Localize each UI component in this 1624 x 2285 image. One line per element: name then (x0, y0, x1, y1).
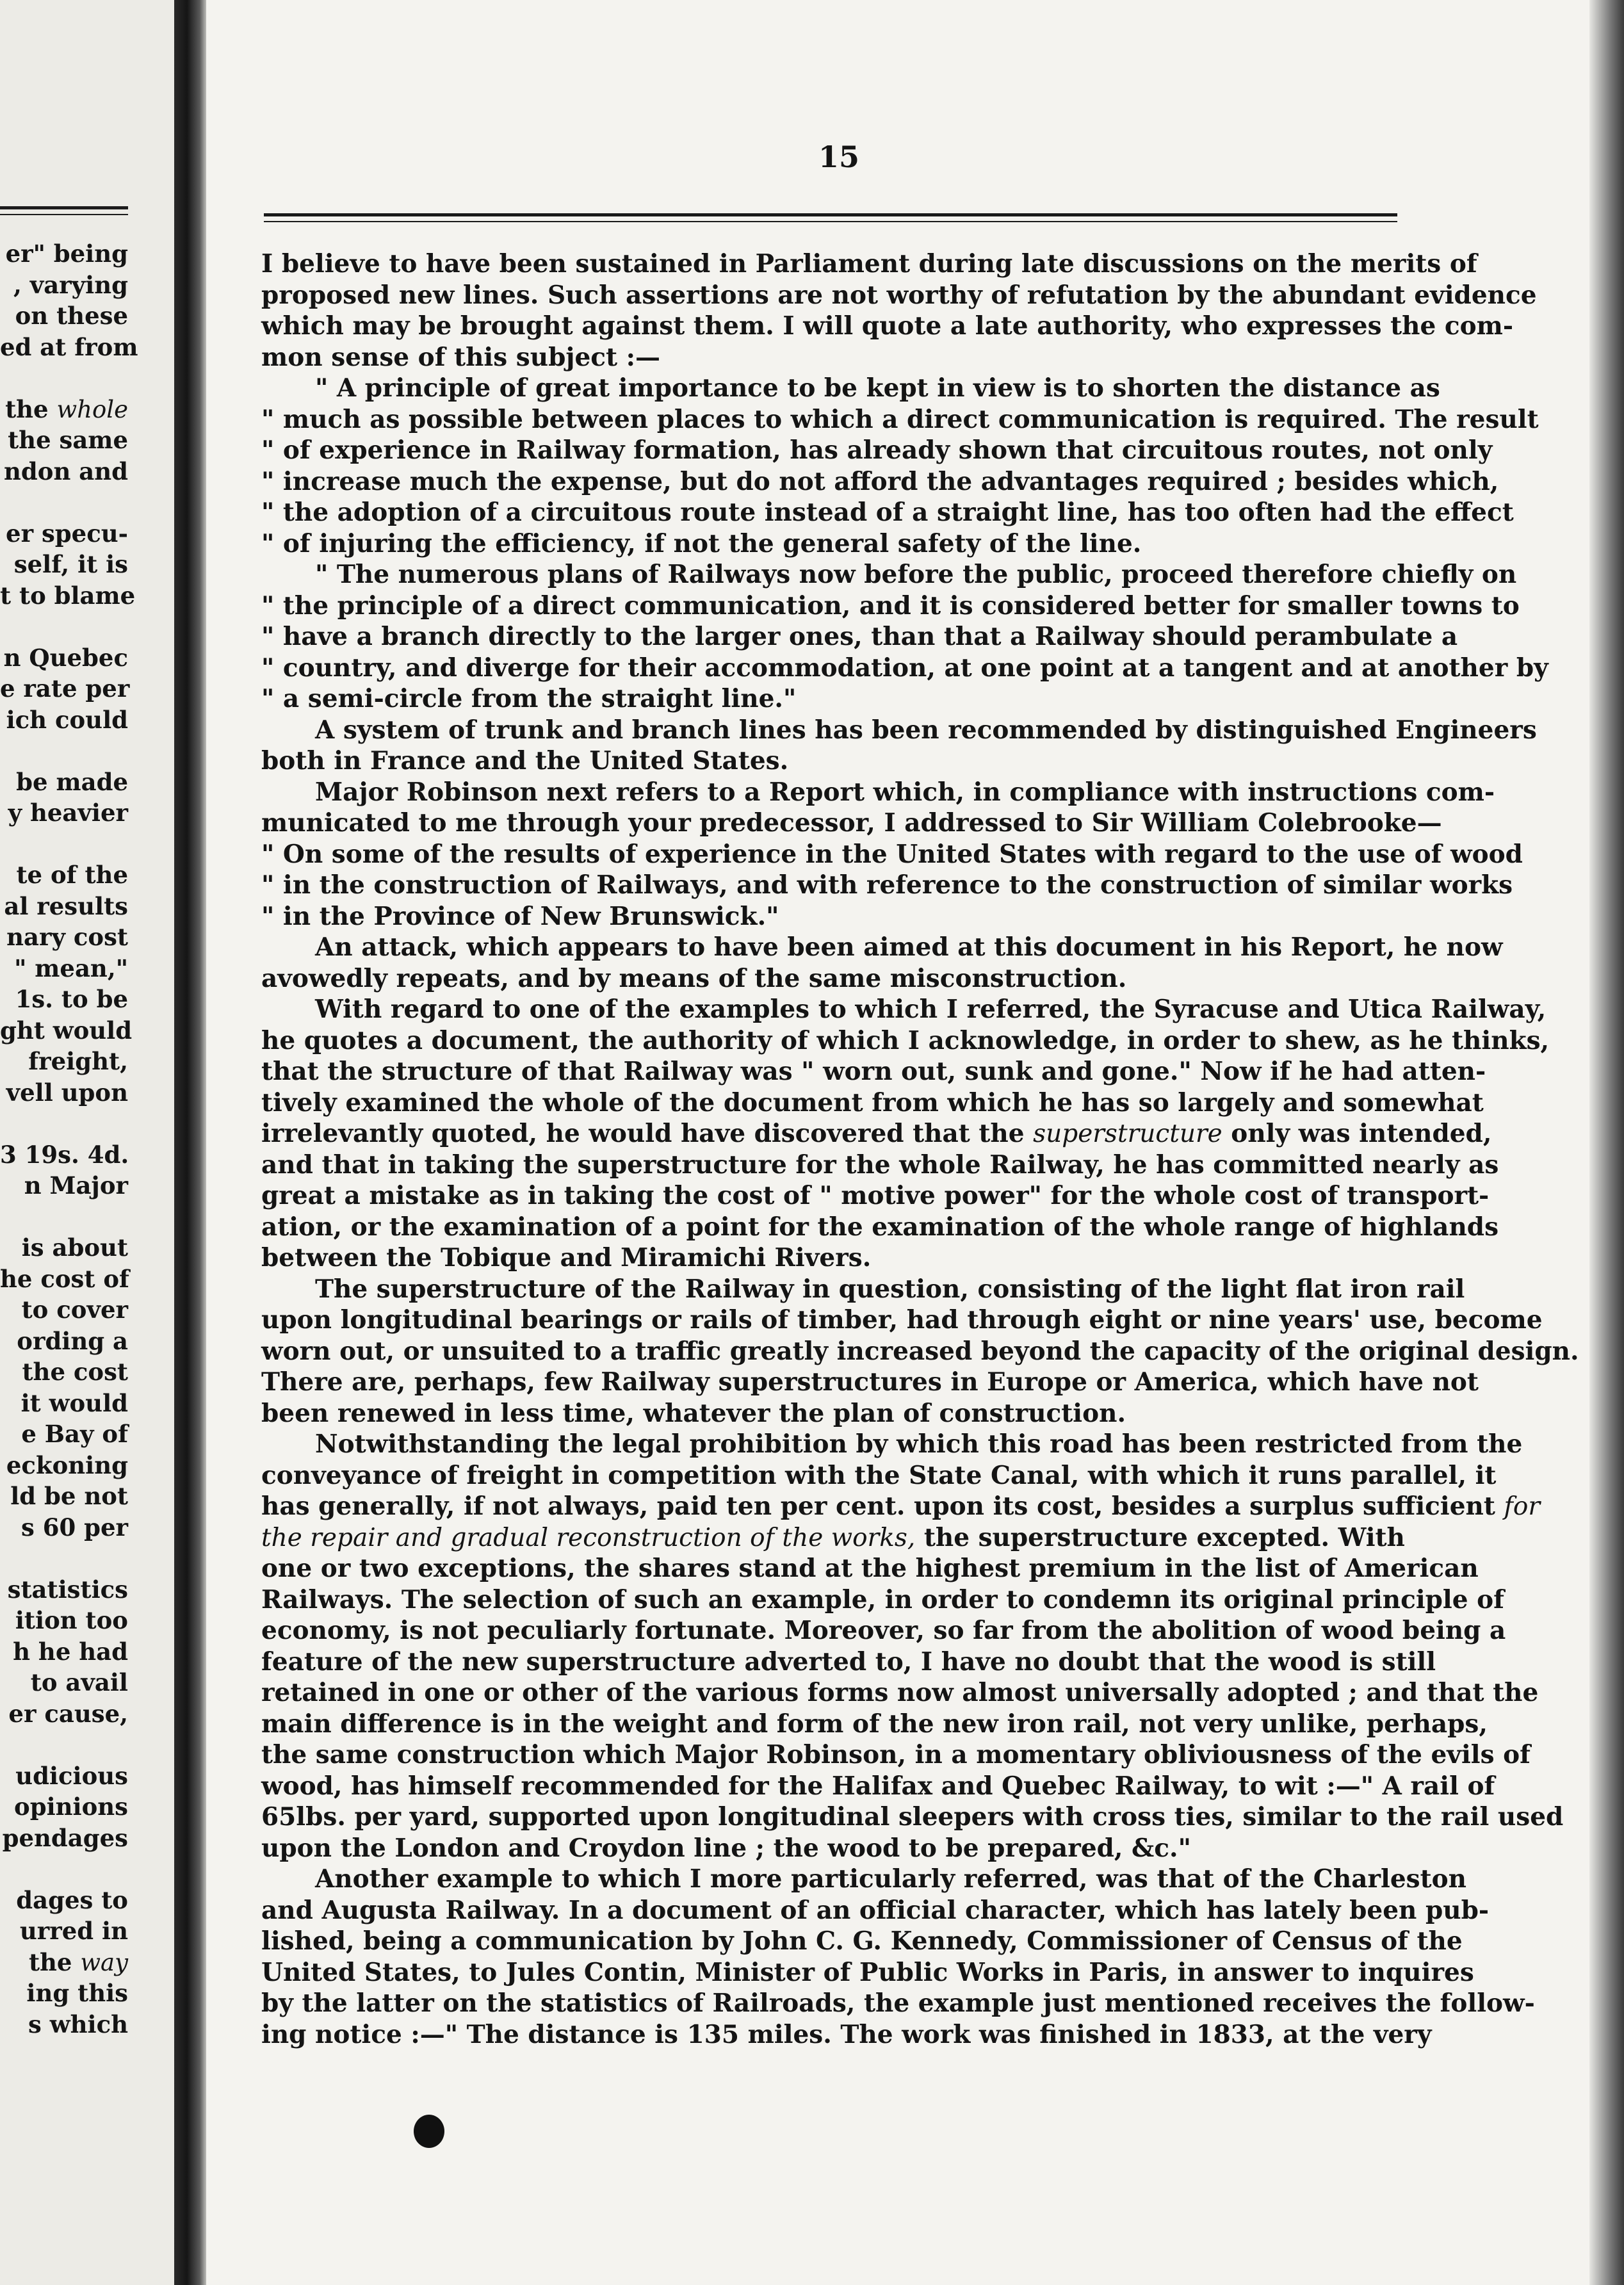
text-line: Notwithstanding the legal prohibition by which this road has been restricted from the (315, 1429, 1523, 1459)
facing-page-line: ording a (17, 1326, 128, 1355)
header-rule-thick (264, 213, 1397, 216)
facing-page-line: y heavier (8, 799, 128, 827)
text-line: " On some of the results of experience in the United States with regard to the use of wood (261, 839, 1523, 869)
text-line: upon longitudinal bearings or rails of timber, had through eight or nine years' use, become (261, 1305, 1543, 1335)
page-number: 15 (818, 140, 860, 174)
facing-page-line (0, 611, 128, 642)
facing-page-rule (0, 214, 128, 215)
facing-page-line: h he had (13, 1637, 128, 1666)
text-line: Railways. The selection of such an example, in order to condemn its original principle of (261, 1584, 1504, 1614)
facing-page-line: vell upon (6, 1078, 128, 1107)
text-line: Another example to which I more particularly referred, was that of the Charleston (315, 1864, 1466, 1894)
facing-page-line: 1s. to be (15, 985, 128, 1013)
text-line: " of experience in Railway formation, has already shown that circuitous routes, not only (261, 435, 1493, 465)
text-line: 65lbs. per yard, supported upon longitudinal sleepers with cross ties, similar to the rail used (261, 1802, 1564, 1832)
text-line: An attack, which appears to have been aimed at this document in his Report, he now (315, 932, 1503, 962)
text-line: and that in taking the superstructure for the whole Railway, he has committed nearly as (261, 1150, 1499, 1180)
facing-page-line: nary cost (6, 923, 128, 951)
text-line: worn out, or unsuited to a traffic greatly increased beyond the capacity of the original design. (261, 1336, 1579, 1366)
facing-page-line: er" being (5, 240, 128, 268)
text-line: upon the London and Croydon line ; the wood to be prepared, &c." (261, 1833, 1191, 1863)
page-edge-shadow (1589, 0, 1624, 2285)
text-line: ation, or the examination of a point for the examination of the whole range of highlands (261, 1212, 1499, 1242)
text-line: great a mistake as in taking the cost of " motive power" for the whole cost of transport- (261, 1181, 1490, 1210)
facing-page-line: , varying (13, 270, 128, 299)
facing-page-line: s 60 per (21, 1513, 128, 1541)
text-line: ing notice :—" The distance is 135 miles. The work was finished in 1833, at the very (261, 2019, 1432, 2049)
text-line: There are, perhaps, few Railway superstructures in Europe or America, which have not (261, 1367, 1479, 1397)
text-line: irrelevantly quoted, he would have discovered that the superstructure only was intended, (261, 1119, 1492, 1148)
text-line: lished, being a communication by John C. G. Kennedy, Commissioner of Census of the (261, 1926, 1463, 1956)
text-line: conveyance of freight in competition with the State Canal, with which it runs parallel, it (261, 1460, 1497, 1490)
text-line: been renewed in less time, whatever the plan of construction. (261, 1398, 1126, 1428)
facing-page-line: al results (4, 891, 128, 920)
facing-page-line: the whole (5, 394, 128, 423)
facing-page-line: it would (20, 1388, 128, 1417)
ink-blot (414, 2115, 444, 2148)
facing-page-line: statistics (7, 1575, 128, 1604)
facing-page-line: er specu- (6, 519, 128, 548)
facing-page-line: n Quebec (3, 643, 128, 672)
text-line: has generally, if not always, paid ten per cent. upon its cost, besides a surplus sufficient for (261, 1492, 1541, 1521)
facing-page-line (0, 1108, 128, 1139)
facing-page-line: s which (28, 2010, 128, 2038)
facing-page-line: the cost (22, 1358, 128, 1386)
book-spine (174, 0, 206, 2285)
facing-page-line: pendages (2, 1823, 128, 1852)
text-line: Major Robinson next refers to a Report which, in compliance with instructions com- (315, 777, 1495, 807)
text-line: economy, is not peculiarly fortunate. Moreover, so far from the abolition of wood being a (261, 1616, 1506, 1645)
text-line: " in the Province of New Brunswick." (261, 901, 779, 931)
text-line: both in France and the United States. (261, 746, 789, 776)
text-line: and Augusta Railway. In a document of an official character, which has lately been pub- (261, 1895, 1490, 1925)
text-line: " The numerous plans of Railways now before the public, proceed therefore chiefly on (315, 560, 1517, 589)
facing-page-line: freight, (28, 1047, 128, 1075)
text-line: " the adoption of a circuitous route instead of a straight line, has too often had the effect (261, 498, 1514, 527)
facing-page-line: self, it is (13, 550, 128, 578)
text-line: that the structure of that Railway was " worn out, sunk and gone." Now if he had atten- (261, 1057, 1486, 1086)
facing-page-line (0, 829, 128, 860)
facing-page-line (0, 735, 128, 767)
facing-page-line: e rate per (0, 674, 130, 703)
text-line: " much as possible between places to which a direct communication is required. The result (261, 404, 1539, 434)
text-line: proposed new lines. Such assertions are not worthy of refutation by the abundant evidence (261, 280, 1537, 310)
facing-page-line: he cost of (0, 1264, 129, 1293)
body-text (261, 248, 1579, 2050)
facing-page-line: ich could (6, 705, 128, 734)
text-line: by the latter on the statistics of Railroads, the example just mentioned receives the follow- (261, 1988, 1535, 2018)
facing-page-line: er cause, (8, 1699, 128, 1728)
facing-page-text (0, 238, 138, 2040)
text-line: main difference is in the weight and form of the new iron rail, not very unlike, perhaps, (261, 1709, 1488, 1739)
text-line: " A principle of great importance to be kept in view is to shorten the distance as (315, 373, 1440, 403)
facing-page-line: opinions (14, 1793, 128, 1821)
text-line: the repair and gradual reconstruction of the works, the superstructure excepted. With (261, 1522, 1405, 1552)
text-line: retained in one or other of the various forms now almost universally adopted ; and that the (261, 1678, 1539, 1707)
text-line: " in the construction of Railways, and with reference to the construction of similar works (261, 870, 1513, 900)
facing-page-line: ndon and (4, 457, 128, 485)
facing-page-line (0, 1729, 128, 1761)
facing-page-line: the way (28, 1948, 128, 1976)
text-line: municated to me through your predecessor, I addressed to Sir William Colebrooke— (261, 808, 1442, 838)
text-line: " have a branch directly to the larger ones, than that a Railway should perambulate a (261, 622, 1458, 651)
facing-page-line: n Major (24, 1171, 128, 1199)
text-line: tively examined the whole of the document from which he has so largely and somewhat (261, 1087, 1484, 1118)
text-line: wood, has himself recommended for the Halifax and Quebec Railway, to wit :—" A rail of (261, 1771, 1495, 1801)
text-line: " increase much the expense, but do not afford the advantages required ; besides which, (261, 466, 1499, 496)
text-line: which may be brought against them. I will quote a late authority, who expresses the com- (261, 311, 1514, 341)
facing-page-line: dages to (16, 1885, 128, 1914)
facing-page-line: t to blame (0, 581, 136, 610)
facing-page-line: on these (15, 302, 128, 330)
facing-page-line: urred in (19, 1917, 128, 1945)
facing-page-line: ld be not (10, 1482, 128, 1510)
facing-page-line: 3 19s. 4d. (0, 1140, 129, 1169)
facing-page-line: e Bay of (21, 1420, 128, 1448)
facing-page-line: ed at from (0, 332, 138, 361)
facing-page-fragment (0, 0, 174, 2285)
text-line: With regard to one of the examples to which I referred, the Syracuse and Utica Railway, (315, 995, 1547, 1024)
text-line: feature of the new superstructure adverted to, I have no doubt that the wood is still (261, 1647, 1436, 1677)
facing-page-line (0, 1853, 128, 1885)
facing-page-line: be made (16, 767, 128, 796)
facing-page-rule (0, 206, 128, 209)
text-line: " a semi-circle from the straight line." (261, 684, 797, 713)
facing-page-line: to avail (30, 1668, 128, 1696)
facing-page-line: udicious (15, 1761, 128, 1790)
text-line: the same construction which Major Robinson, in a momentary obliviousness of the evils of (261, 1740, 1531, 1769)
header-rule-thin (264, 221, 1397, 222)
text-line: " the principle of a direct communication, and it is considered better for smaller towns to (261, 590, 1520, 621)
text-line: I believe to have been sustained in Parliament during late discussions on the merits of (261, 249, 1477, 279)
facing-page-line: the same (8, 426, 128, 454)
text-line: mon sense of this subject :— (261, 342, 661, 372)
facing-page-line (0, 362, 128, 394)
facing-page-line (0, 1201, 128, 1233)
facing-page-line: " mean," (14, 954, 128, 982)
text-line: A system of trunk and branch lines has been recommended by distinguished Engineers (315, 715, 1537, 745)
facing-page-line: ing this (26, 1979, 128, 2007)
facing-page-line: is about (21, 1233, 128, 1262)
text-line: between the Tobique and Miramichi Rivers. (261, 1243, 872, 1273)
facing-page-line: to cover (21, 1296, 128, 1324)
facing-page-line: te of the (16, 861, 128, 889)
text-line: United States, to Jules Contin, Minister of Public Works in Paris, in answer to inquires (261, 1957, 1474, 1987)
text-line: one or two exceptions, the shares stand at the highest premium in the list of American (261, 1554, 1479, 1583)
facing-page-line: eckoning (6, 1451, 128, 1479)
facing-page-line (0, 1543, 128, 1574)
facing-page-line: ght would (0, 1016, 133, 1045)
text-line: " country, and diverge for their accommodation, at one point at a tangent and at another by (261, 653, 1548, 683)
facing-page-line: ition too (15, 1606, 128, 1634)
text-line: he quotes a document, the authority of which I acknowledge, in order to shew, as he thinks, (261, 1025, 1550, 1055)
text-line: avowedly repeats, and by means of the same misconstruction. (261, 963, 1127, 993)
facing-page-line (0, 487, 128, 518)
text-line: The superstructure of the Railway in question, consisting of the light flat iron rail (315, 1274, 1465, 1304)
text-line: " of injuring the efficiency, if not the general safety of the line. (261, 528, 1142, 558)
